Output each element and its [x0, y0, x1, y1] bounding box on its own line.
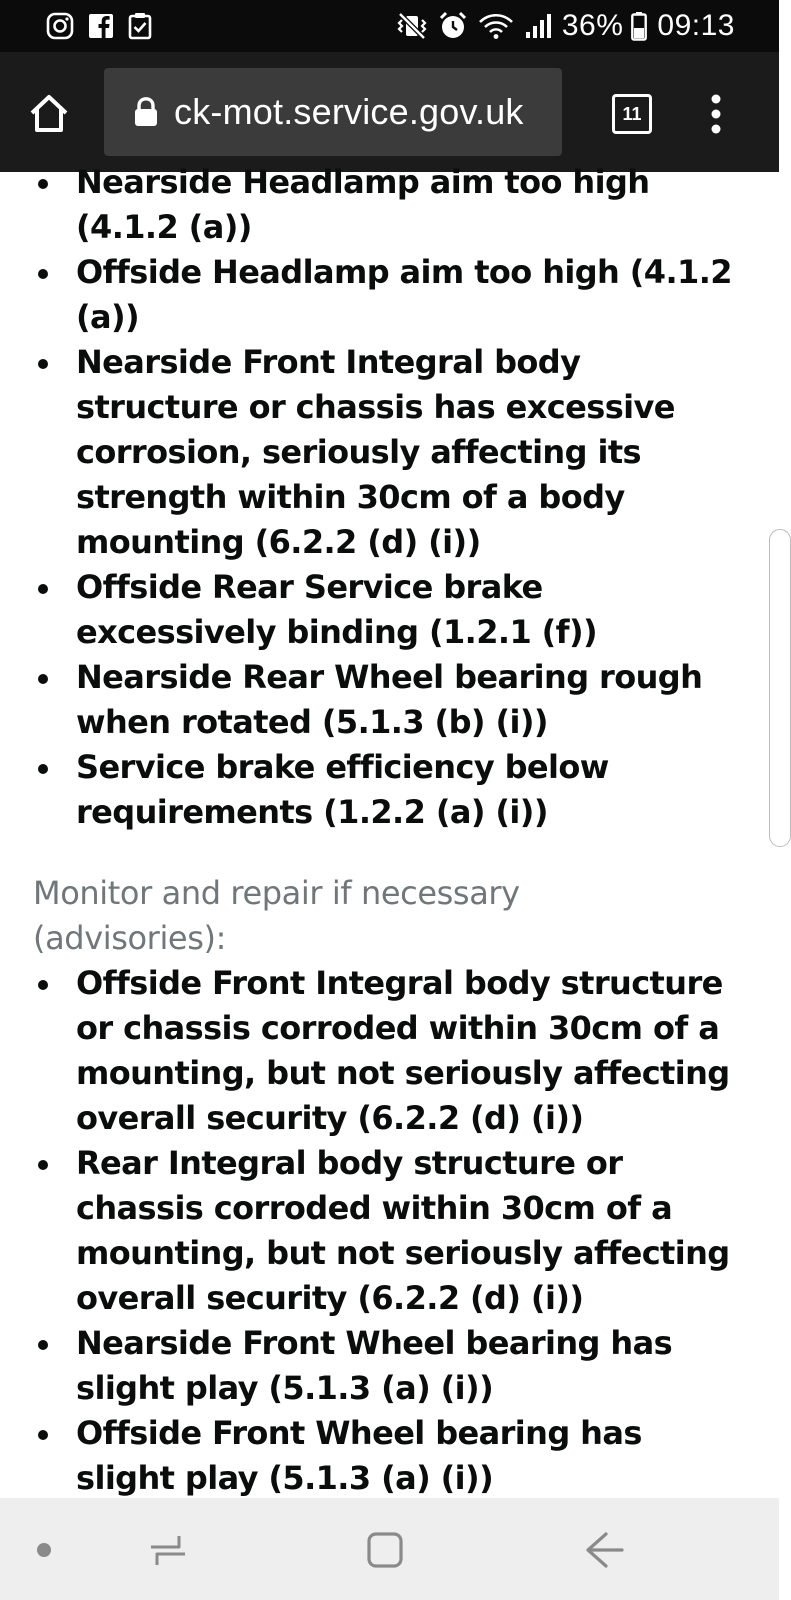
list-item: Nearside Headlamp aim too high (4.1.2 (a)) [0, 160, 760, 250]
home-nav-button[interactable] [361, 1528, 411, 1572]
list-item: Offside Rear Service brake excessively binding (1.2.1 (f)) [0, 565, 760, 655]
advisories-heading: Monitor and repair if necessary (advisories): [33, 874, 520, 957]
address-bar[interactable] [104, 68, 562, 156]
browser-toolbar [0, 52, 779, 172]
vibrate-mute-icon [396, 12, 428, 40]
status-bar [0, 0, 779, 52]
tab-count: 11 [622, 103, 642, 124]
scroll-indicator[interactable] [769, 529, 791, 847]
home-icon [28, 92, 70, 134]
advisories-list [0, 961, 760, 1546]
menu-button[interactable] [704, 94, 728, 134]
nav-dot-button[interactable] [32, 1528, 82, 1572]
dot-icon [32, 1528, 82, 1572]
recents-button[interactable] [143, 1528, 193, 1572]
back-icon [578, 1528, 628, 1572]
signal-icon [524, 12, 552, 40]
square-home-icon [361, 1528, 411, 1572]
content-inner [0, 160, 760, 1546]
instagram-icon [46, 12, 74, 40]
list-item: Nearside Front Integral body structure or chassis has excessive corrosion, seriously affecting its strength within 30cm of a body mounting (6.2.2 (d) (i)) [0, 340, 760, 565]
checkbox-notification-icon [128, 12, 152, 40]
list-item: Nearside Front Wheel bearing has slight play (5.1.3 (a) (i)) [0, 1321, 760, 1411]
list-item: Rear Integral body structure or chassis corroded within 30cm of a mounting, but not seriously affecting overall security (6.2.2 (d) (i)) [0, 1141, 760, 1321]
clock: 09:13 [657, 9, 735, 42]
list-item: Offside Headlamp aim too high (4.1.2 (a)) [0, 250, 760, 340]
battery-icon [631, 11, 647, 41]
lock-icon [134, 97, 158, 127]
alarm-icon [438, 11, 468, 41]
list-item: Service brake efficiency below requirements (1.2.2 (a) (i)) [0, 745, 760, 835]
page-content[interactable] [0, 163, 779, 1498]
battery-percentage: 36% [561, 9, 624, 42]
list-item: Nearside Rear Wheel bearing rough when rotated (5.1.3 (b) (i)) [0, 655, 760, 745]
facebook-icon [88, 13, 114, 39]
status-right [396, 9, 735, 43]
wifi-icon [478, 12, 514, 40]
back-button[interactable] [578, 1528, 628, 1572]
more-vert-icon [704, 94, 728, 134]
recents-icon [143, 1528, 193, 1572]
navigation-bar [0, 1498, 779, 1600]
home-button[interactable] [28, 92, 70, 134]
url-text: ck-mot.service.gov.uk [174, 91, 524, 132]
list-item: Offside Front Integral body structure or chassis corroded within 30cm of a mounting, but not seriously affecting overall security (6.2.2 (d) (i)) [0, 961, 760, 1141]
failures-list [0, 160, 760, 835]
status-left [46, 12, 166, 40]
tab-switcher-button[interactable] [612, 94, 652, 134]
list-item: Offside Front Wheel bearing has slight play (5.1.3 (a) (i)) [0, 1411, 760, 1501]
